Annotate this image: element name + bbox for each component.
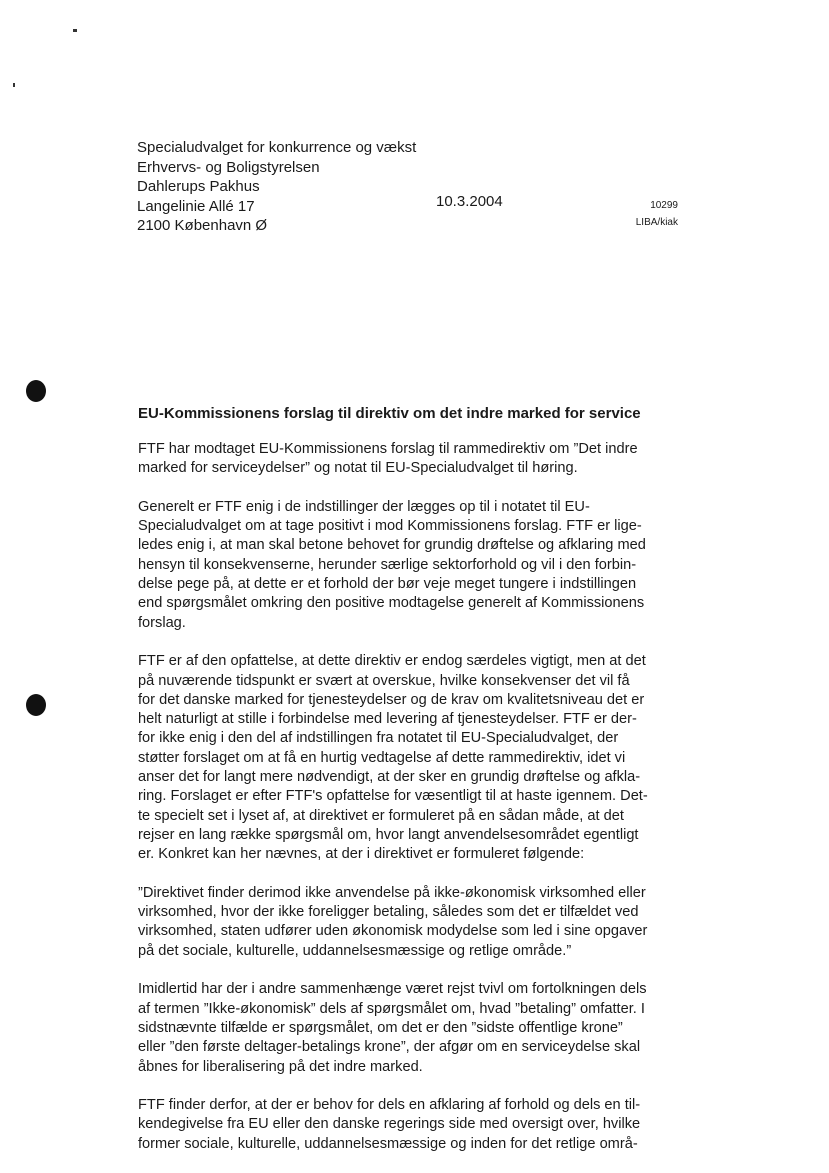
body-paragraph	[138, 498, 684, 633]
paragraph-line: end spørgsmålet omkring den positive modtagelse generelt af Kommissionens	[138, 595, 645, 612]
paragraph-line: på nuværende tidspunkt er svært at overskue, hvilke konsekvenser det vil få	[138, 672, 630, 689]
subject-heading: EU-Kommissionens forslag til direktiv om det indre marked for service	[138, 405, 641, 422]
paragraph-line: på det sociale, kulturelle, uddannelsesmæssige og retlige område.”	[138, 942, 572, 959]
body-paragraph	[138, 652, 684, 864]
paragraph-line: former sociale, kulturelle, uddannelsesmæssige og inden for det retlige områ-	[138, 1135, 638, 1152]
paragraph-line: te specielt set i lyset af, at direktivet er formuleret på en sådan måde, at det	[138, 807, 624, 824]
recipient-address	[137, 138, 416, 236]
paragraph-line: delse pege på, at dette er et forhold der bør veje meget tungere i indstillingen	[138, 576, 637, 593]
paragraph-line: FTF er af den opfattelse, at dette direktiv er endog særdeles vigtigt, men at det	[138, 653, 646, 670]
punch-hole-bottom	[26, 694, 46, 716]
paragraph-line: FTF har modtaget EU-Kommissionens forslag til rammedirektiv om ”Det indre	[138, 441, 638, 457]
punch-hole-top	[26, 380, 46, 402]
paragraph-line: af termen ”Ikke-økonomisk” dels af spørgsmålet om, hvad ”betaling” omfatter. I	[138, 1000, 645, 1017]
recipient-line: 2100 København Ø	[137, 217, 268, 234]
paragraph-line: virksomhed, hvor der ikke foreligger betaling, således som det er tilfældet ved	[138, 904, 639, 921]
paragraph-line: eller ”den første deltager-betalings krone”, der afgør om en serviceydelse skal	[138, 1039, 641, 1056]
recipient-line: Langelinie Allé 17	[137, 197, 255, 215]
recipient-line: Erhvervs- og Boligstyrelsen	[137, 158, 320, 176]
reference-number: 10299	[650, 200, 678, 211]
recipient-line: Specialudvalget for konkurrence og vækst	[137, 139, 417, 156]
paragraph-line: virksomhed, staten udfører uden økonomisk modydelse som led i sine opgaver	[138, 923, 648, 940]
paragraph-line: anser det for langt mere nødvendigt, at der sker en grundig drøftelse og afkla-	[138, 769, 641, 786]
paragraph-line: ledes enig i, at man skal betone behovet for grundig drøftelse og afklaring med	[138, 537, 646, 554]
body-paragraph	[138, 980, 684, 1076]
body-paragraph	[138, 884, 684, 961]
paragraph-line: for det danske marked for tjenesteydelser og de krav om kvalitetsniveau det er	[138, 691, 645, 708]
scan-mark	[73, 29, 77, 32]
paragraph-line: marked for serviceydelser” og notat til EU-Specialudvalget til høring.	[138, 460, 578, 477]
paragraph-line: helt naturligt at stille i forbindelse med levering af tjenesteydelser. FTF er der-	[138, 711, 637, 728]
paragraph-line: ring. Forslaget er efter FTF's opfattelse for væsentligt til at haste igennem. Det-	[138, 788, 648, 805]
paragraph-line: sidstnævnte tilfælde er spørgsmålet, om det er den ”sidste offentlige krone”	[138, 1019, 623, 1036]
paragraph-line: Imidlertid har der i andre sammenhænge været rejst tvivl om fortolkningen dels	[138, 981, 647, 998]
paragraph-line: støtter forslaget om at få en hurtig vedtagelse af dette rammedirektiv, idet vi	[138, 749, 626, 766]
reference-initials: LIBA/kiak	[635, 217, 678, 228]
paragraph-line: hensyn til konsekvenserne, herunder særlige sektorforhold og vil i den forbin-	[138, 556, 637, 573]
paragraph-line: åbnes for liberalisering på det indre marked.	[138, 1058, 423, 1075]
paragraph-line: for ikke enig i den del af indstillingen fra notatet til EU-Specialudvalget, der	[138, 730, 619, 747]
paragraph-line: kendegivelse fra EU eller den danske regerings side med oversigt over, hvilke	[138, 1116, 641, 1133]
reference-block	[636, 197, 678, 231]
paragraph-line: Generelt er FTF enig i de indstillinger der lægges op til i notatet til EU-	[138, 498, 590, 515]
paragraph-line: er. Konkret kan her nævnes, at der i direktivet er formuleret følgende:	[138, 846, 585, 863]
recipient-line: Dahlerups Pakhus	[137, 178, 260, 195]
body-paragraph	[138, 440, 684, 479]
paragraph-line: rejser en lang række spørgsmål om, hvor langt anvendelsesområdet egentligt	[138, 826, 639, 843]
paragraph-line: forslag.	[138, 614, 186, 631]
letter-body	[138, 440, 684, 1173]
paragraph-line: FTF finder derfor, at der er behov for dels en afklaring af forhold og dels en til-	[138, 1097, 641, 1114]
body-paragraph	[138, 1096, 684, 1154]
paragraph-line: ”Direktivet finder derimod ikke anvendelse på ikke-økonomisk virksomhed eller	[138, 884, 646, 901]
scan-mark	[13, 83, 15, 87]
letter-date: 10.3.2004	[436, 193, 503, 210]
paragraph-line: Specialudvalget om at tage positivt i mod Kommissionens forslag. FTF er lige-	[138, 518, 642, 535]
